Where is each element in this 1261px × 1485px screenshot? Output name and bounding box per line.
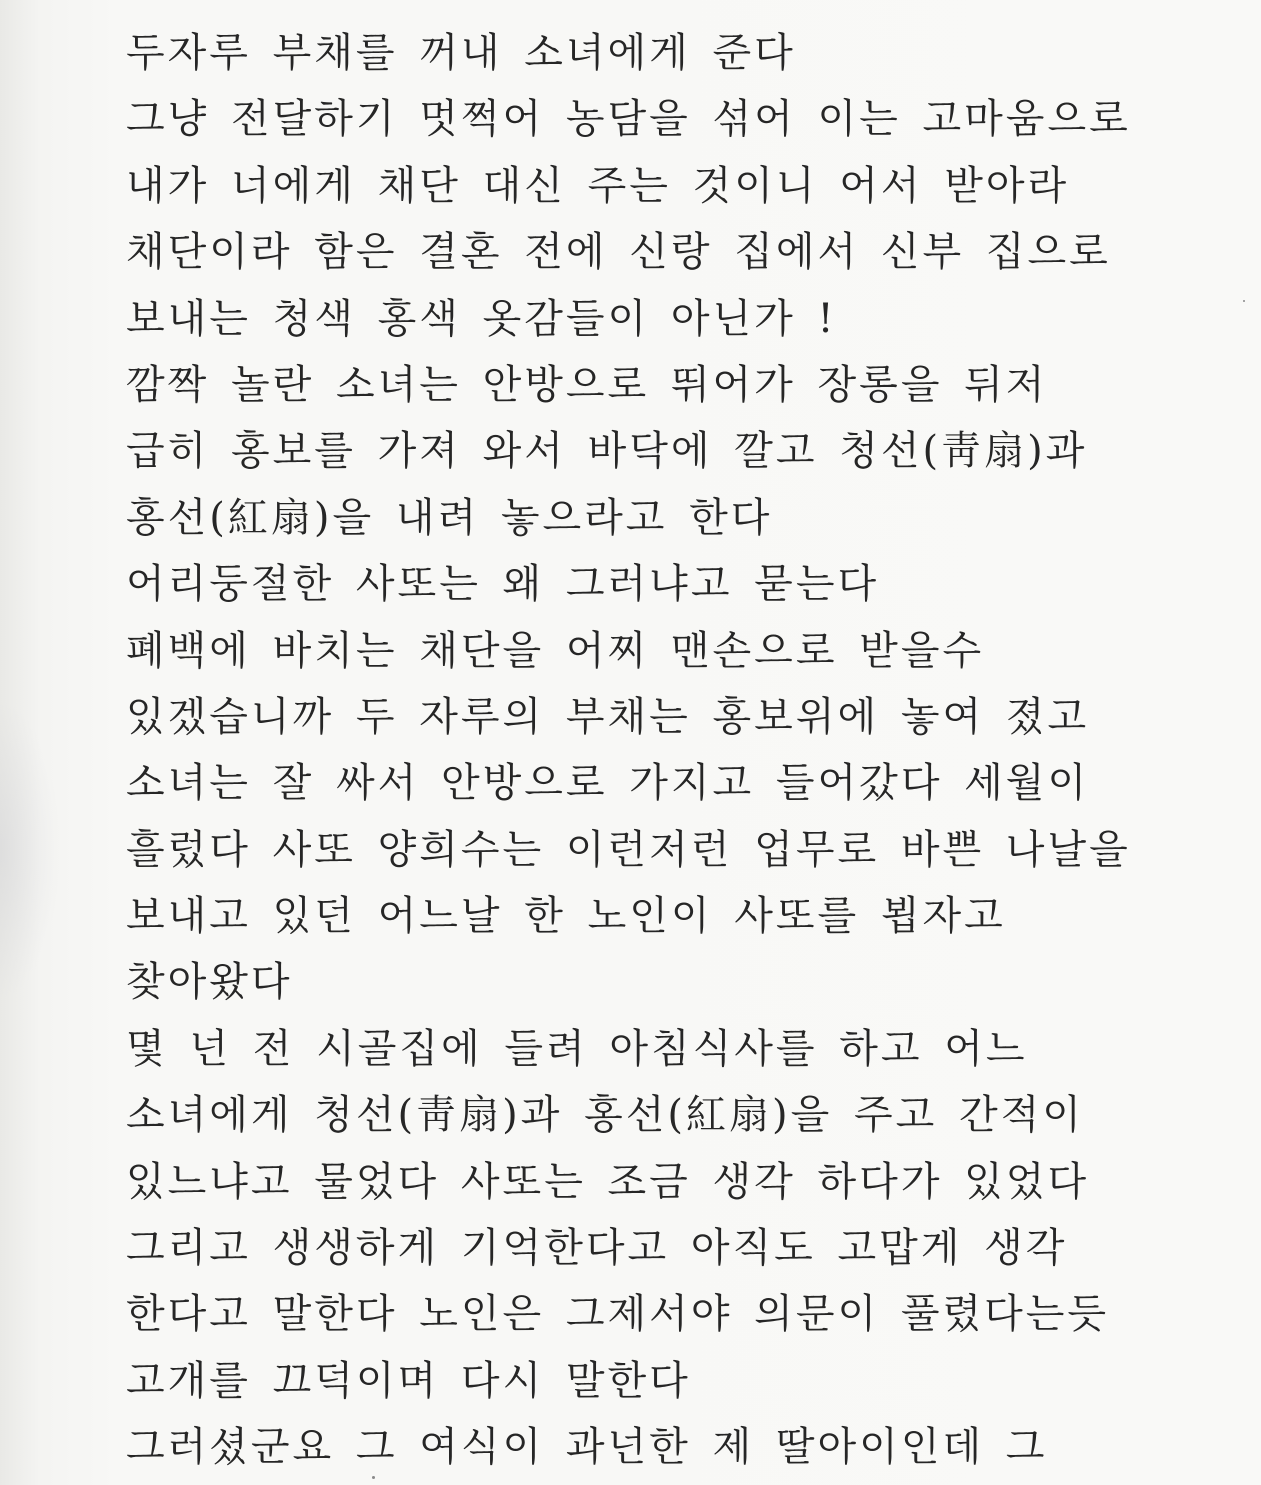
text-line: 그냥 전달하기 멋쩍어 농담을 섞어 이는 고마움으로 (126, 96, 1131, 143)
text-line: 소녀에게 청선(靑扇)과 홍선(紅扇)을 주고 간적이 (126, 1092, 1084, 1139)
scan-speck (1243, 300, 1245, 302)
text-line: 어리둥절한 사또는 왜 그러냐고 묻는다 (126, 561, 880, 608)
text-line: 흘렀다 사또 양희수는 이런저런 업무로 바쁜 나날을 (126, 826, 1131, 873)
text-line: 채단이라 함은 결혼 전에 신랑 집에서 신부 집으로 (126, 229, 1111, 276)
scan-shadow (0, 700, 60, 1000)
text-line: 한다고 말한다 노인은 그제서야 의문이 풀렸다는듯 (126, 1291, 1110, 1338)
text-body (126, 20, 1246, 1481)
text-line: 급히 홍보를 가져 와서 바닥에 깔고 청선(靑扇)과 (126, 428, 1088, 475)
text-line: 두자루 부채를 꺼내 소녀에게 준다 (126, 30, 796, 76)
text-line: 홍선(紅扇)을 내려 놓으라고 한다 (126, 494, 773, 541)
text-line: 있겠습니까 두 자루의 부채는 홍보위에 놓여 졌고 (126, 693, 1090, 740)
text-line: 몇 넌 전 시골집에 들려 아침식사를 하고 어느 (126, 1025, 1028, 1072)
text-line: 그러셨군요 그 여식이 과넌한 제 딸아이인데 그 (126, 1424, 1048, 1471)
text-line: 그리고 생생하게 기억한다고 아직도 고맙게 생각 (126, 1225, 1068, 1272)
text-line: 찾아왔다 (126, 959, 293, 1006)
text-line: 보내고 있던 어느날 한 노인이 사또를 뵙자고 (126, 893, 1006, 940)
scan-speck (372, 1476, 375, 1479)
text-line: 고개를 끄덕이며 다시 말한다 (126, 1357, 691, 1404)
text-line: 내가 너에게 채단 대신 주는 것이니 어서 받아라 (126, 162, 1070, 209)
text-line: 보내는 청색 홍색 옷감들이 아닌가 ! (126, 295, 837, 342)
text-line: 깜짝 놀란 소녀는 안방으로 뛰어가 장롱을 뒤저 (126, 361, 1048, 408)
text-line: 폐백에 바치는 채단을 어찌 맨손으로 받을수 (126, 627, 985, 674)
text-line: 있느냐고 물었다 사또는 조금 생각 하다가 있었다 (126, 1158, 1090, 1205)
text-line: 소녀는 잘 싸서 안방으로 가지고 들어갔다 세월이 (126, 760, 1090, 807)
